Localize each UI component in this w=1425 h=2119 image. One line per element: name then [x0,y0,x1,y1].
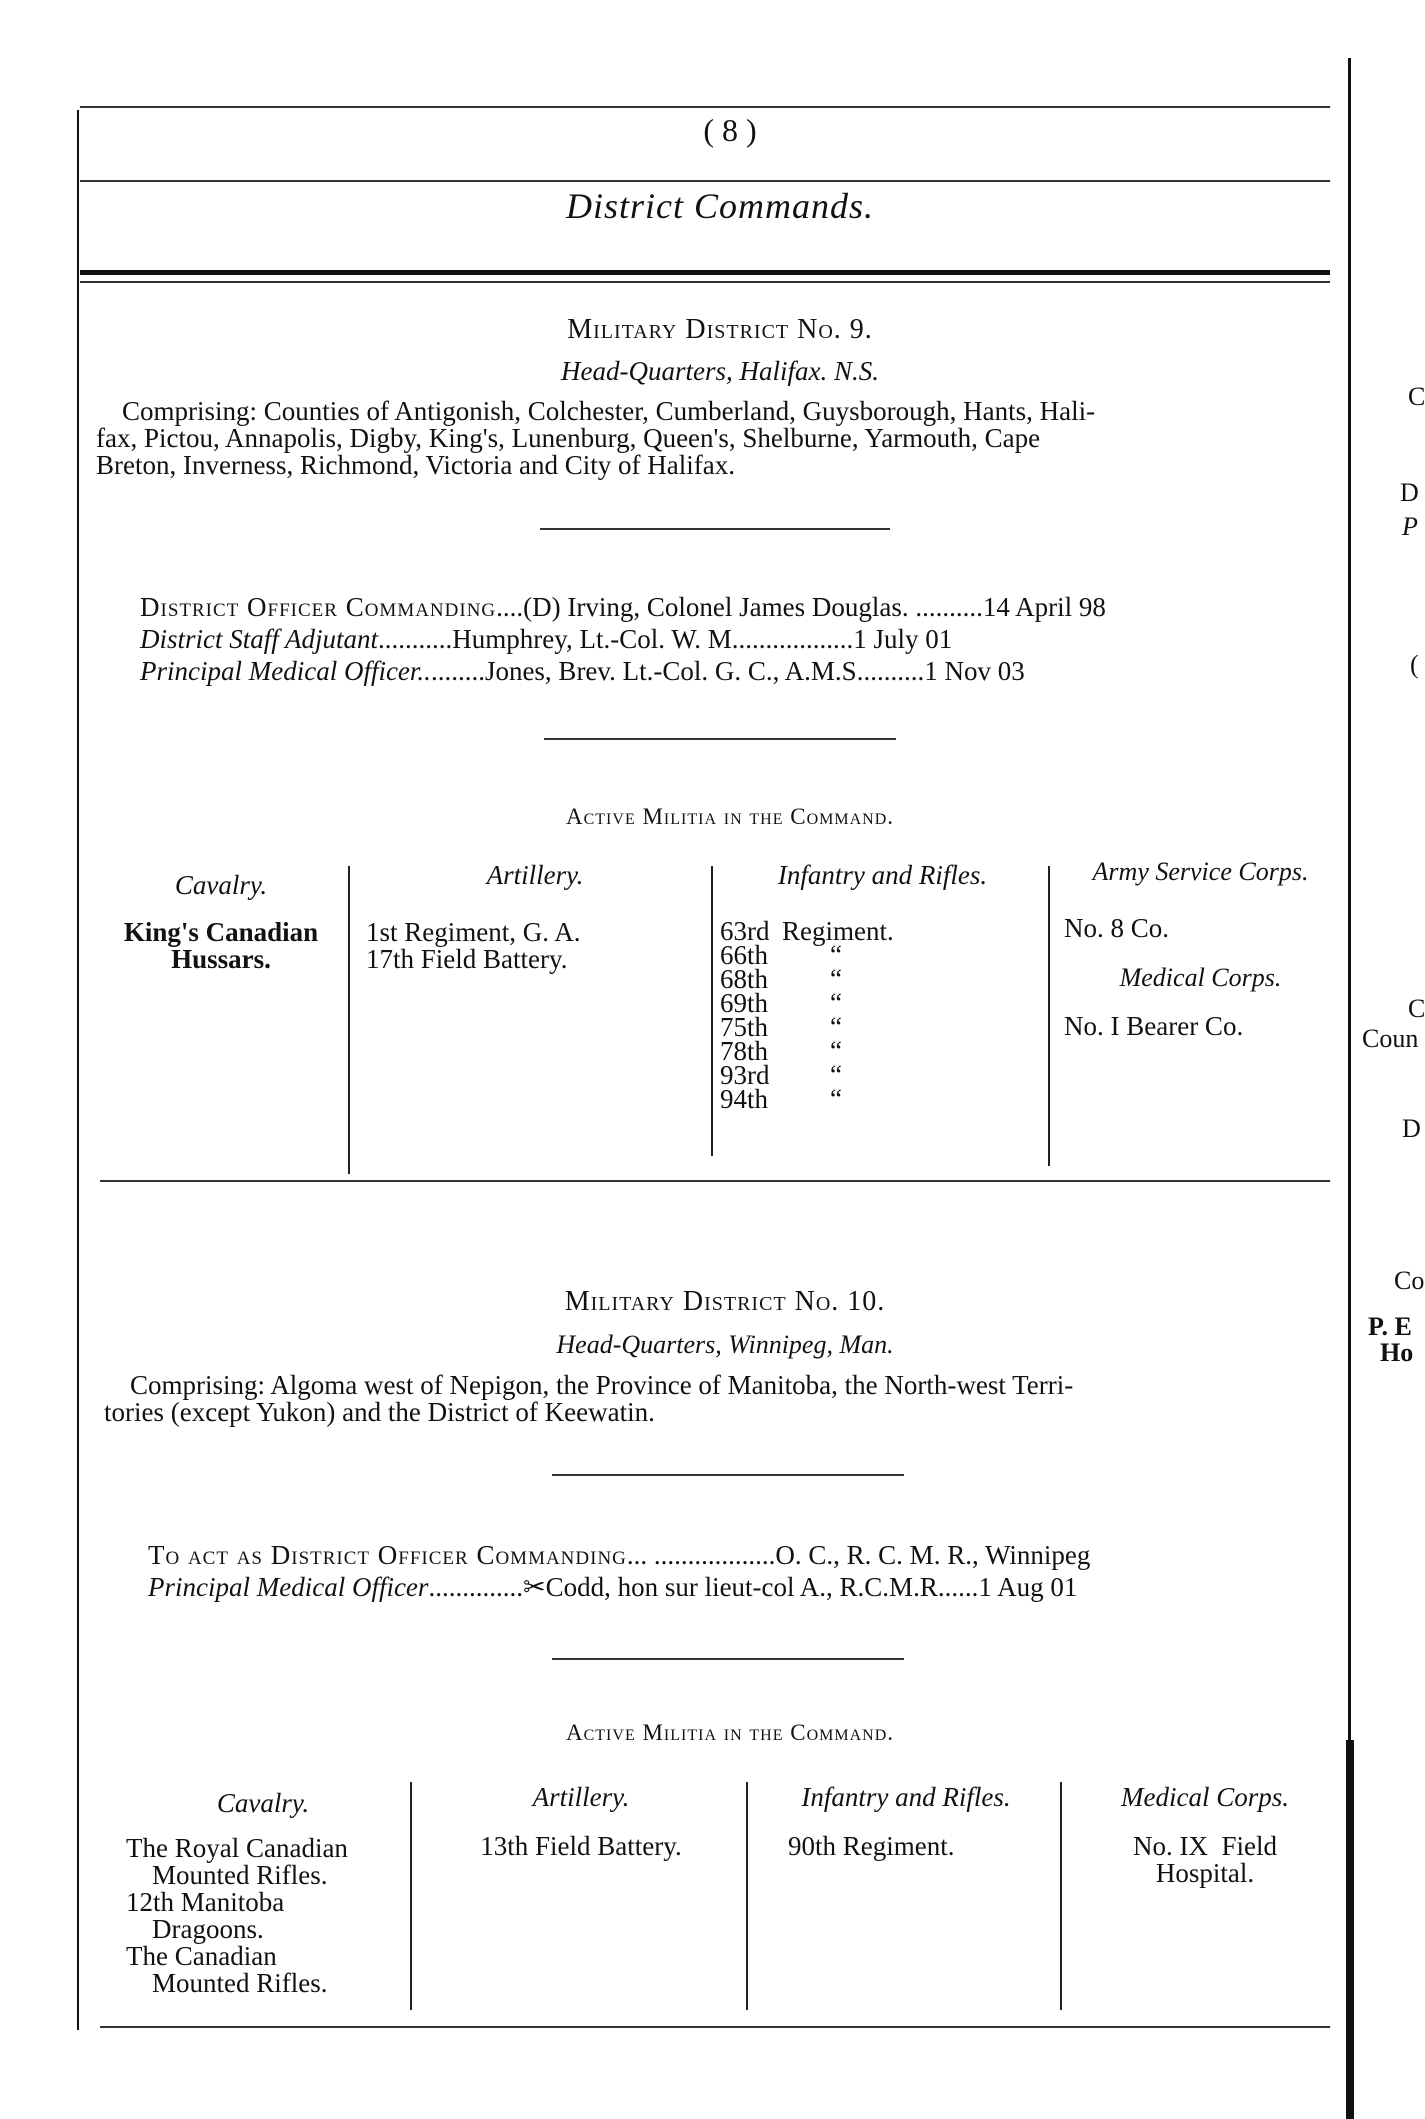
district9-infantry-row-2 [720,940,1045,970]
district10-infantry-line: 90th Regiment. [788,1831,955,1861]
district10-comprising-line2: tories (except Yukon) and the District of Keewatin. [104,1397,655,1427]
district10-officer-role-2: Principal Medical Officer [148,1572,429,1602]
district9-col-divider-3 [1048,866,1050,1166]
district10-bottom-rule [100,2026,1330,2028]
district9-infantry-row-3 [720,964,1045,994]
district9-artillery-line-1: 1st Regiment, G. A. [366,917,581,947]
district9-artillery-line-2: 17th Field Battery. [366,944,568,974]
district10-officer-row-2 [148,1572,1077,1603]
district9-officer-row-2 [140,624,952,655]
district9-officer-date-1: 14 April 98 [982,592,1106,622]
district9-asc-column [1058,858,1343,1040]
district9-officer-row-3 [140,656,1025,687]
header-rule-top [80,106,1330,108]
district9-comprising-line1: Comprising: Counties of Antigonish, Colchester, Cumberland, Guysborough, Hants, Hali- [122,396,1096,426]
district10-divider-1 [552,1474,904,1476]
district9-cavalry-line-2: Hussars. [171,944,271,974]
margin-fragment-6: Coun [1362,1024,1419,1053]
district9-officer-dots-2: ........... [378,624,453,654]
district9-cavalry-head: Cavalry. [174,870,268,900]
district9-infantry-row-8 [720,1084,1045,1114]
district10-artillery-head: Artillery. [532,1782,630,1812]
district9-officer-date-2: 1 July 01 [853,624,953,654]
district9-divider-1 [540,528,890,530]
left-page-border [77,110,79,2030]
district10-officer-dots-1: ... .................. [626,1540,776,1570]
district10-officer-dots-2: .............. [428,1572,523,1602]
district9-infantry-num-1: 63rd [720,916,770,946]
district10-comprising-line1: Comprising: Algoma west of Nepigon, the Province of Manitoba, the North-west Terri- [130,1370,1074,1400]
district9-infantry-num-5: 75th [720,1012,769,1042]
header-rule-thick [80,270,1330,275]
margin-fragment-2: D [1400,478,1419,507]
district9-cavalry-line-1: King's Canadian [123,917,319,947]
district9-officer-name-2: Humphrey, Lt.-Col. W. M.................. [452,624,854,654]
district10-col-divider-1 [410,1782,412,2010]
district10-artillery-column [420,1784,742,1860]
margin-fragment-10: Ho [1380,1338,1414,1367]
header-rule-thin [80,281,1330,283]
district9-infantry-row-7 [720,1060,1045,1090]
district9-artillery-head: Artillery. [486,860,584,890]
header-rule-mid [80,180,1330,182]
district10-divider-2 [552,1658,904,1660]
district9-officer-role-1: District Officer Commanding [140,592,497,622]
district10-comprising [104,1372,1334,1426]
district9-infantry-num-3: 68th [720,964,769,994]
district10-cavalry-line-1: The Royal Canadian [126,1833,348,1863]
margin-fragment-9: P. E [1368,1312,1412,1341]
district9-asc-line: No. 8 Co. [1064,913,1170,943]
district9-infantry-text-2: “ [830,940,842,970]
district9-infantry-text-5: “ [830,1012,842,1042]
district9-cavalry-column [96,872,346,973]
district9-col-divider-1 [348,866,350,1174]
district10-medical-head: Medical Corps. [1121,1782,1289,1812]
district9-infantry-num-2: 66th [720,940,769,970]
district9-bottom-rule [100,1180,1330,1182]
district9-artillery-column [360,862,710,973]
margin-fragment-7: D [1402,1114,1421,1143]
district9-asc-head: Army Service Corps. [1092,857,1309,886]
district10-officer-name-1: O. C., R. C. M. R., Winnipeg [775,1540,1091,1570]
district9-officer-dots-3: ........ [430,656,485,686]
district9-infantry-text-4: “ [830,988,842,1018]
district9-comprising-line3: Breton, Inverness, Richmond, Victoria and City of Halifax. [96,450,735,480]
district10-officer-row-1 [148,1540,1090,1571]
page-number: ( 8 ) [703,112,757,148]
district10-cavalry-line-3: 12th Manitoba [126,1887,285,1917]
district9-infantry-column [720,860,1045,1114]
district9-infantry-num-6: 78th [720,1036,769,1066]
district9-medical-head: Medical Corps. [1119,963,1282,992]
district10-cavalry-line-2: Mounted Rifles. [152,1860,328,1890]
district10-artillery-line: 13th Field Battery. [480,1831,682,1861]
margin-fragment-8: Co [1394,1266,1425,1295]
district9-comprising [96,398,1331,479]
district10-cavalry-head: Cavalry. [216,1788,310,1818]
district10-cavalry-line-6: Mounted Rifles. [152,1968,328,1998]
district10-militia-heading: Active Militia in the Command. [566,1720,894,1745]
district9-divider-2 [544,738,896,740]
district10-infantry-head: Infantry and Rifles. [801,1782,1011,1812]
district9-infantry-text-1: Regiment. [782,916,894,946]
margin-fragment-4: ( [1410,650,1419,679]
district9-infantry-head: Infantry and Rifles. [777,860,988,890]
scissors-icon: ✂ [522,1572,546,1602]
district10-col-divider-3 [1060,1782,1062,2010]
district9-infantry-row-4 [720,988,1045,1018]
running-title: District Commands. [565,186,875,226]
district10-medical-line-2: Hospital. [1155,1858,1255,1888]
district10-medical-column [1070,1784,1340,1887]
margin-fragment-1: C [1408,382,1425,411]
district9-officer-row-1 [140,592,1106,623]
district9-comprising-line2: fax, Pictou, Annapolis, Digby, King's, Lunenburg, Queen's, Shelburne, Yarmouth, Cape [96,423,1041,453]
district9-infantry-row-1 [720,916,1045,946]
district9-infantry-text-6: “ [830,1036,842,1066]
district9-medical-line: No. I Bearer Co. [1064,1011,1244,1041]
district9-hq: Head-Quarters, Halifax. N.S. [561,356,879,386]
district10-infantry-column [756,1784,1056,1860]
district9-col-divider-2 [711,866,713,1156]
district9-officer-date-3: 1 Nov 03 [924,656,1025,686]
district10-cavalry-line-4: Dragoons. [152,1914,264,1944]
district9-infantry-text-3: “ [830,964,842,994]
district10-officer-role-1: To act as District Officer Commanding [148,1540,627,1570]
district10-cavalry-line-5: The Canadian [126,1941,277,1971]
district9-officer-dots-1: .... [496,592,524,622]
margin-fragment-3: P [1402,512,1418,541]
district9-infantry-num-7: 93rd [720,1060,770,1090]
district9-officer-name-3: Jones, Brev. Lt.-Col. G. C., A.M.S.......... [484,656,925,686]
district9-militia-heading: Active Militia in the Command. [566,804,894,829]
district10-medical-line-1: No. IX Field [1133,1831,1277,1861]
district9-infantry-row-5 [720,1012,1045,1042]
district10-hq: Head-Quarters, Winnipeg, Man. [556,1330,894,1359]
district9-officer-role-3: Principal Medical Officer.. [140,656,431,686]
right-page-edge-thick [1346,1740,1354,2119]
district9-title: Military District No. 9. [567,314,873,345]
district10-col-divider-2 [746,1782,748,2010]
district10-cavalry-column [118,1790,408,1997]
margin-fragment-5: C [1408,994,1425,1023]
district9-infantry-num-8: 94th [720,1084,769,1114]
district9-officer-role-2: District Staff Adjutant [140,624,379,654]
district9-infantry-text-7: “ [830,1060,842,1090]
district9-infantry-num-4: 69th [720,988,769,1018]
district9-officer-name-1: (D) Irving, Colonel James Douglas. .......... [523,592,983,622]
district10-officer-date-2: 1 Aug 01 [978,1572,1078,1602]
district10-officer-name-2: Codd, hon sur lieut-col A., R.C.M.R...... [545,1572,979,1602]
district9-infantry-text-8: “ [830,1084,842,1114]
district10-title: Military District No. 10. [564,1286,886,1317]
